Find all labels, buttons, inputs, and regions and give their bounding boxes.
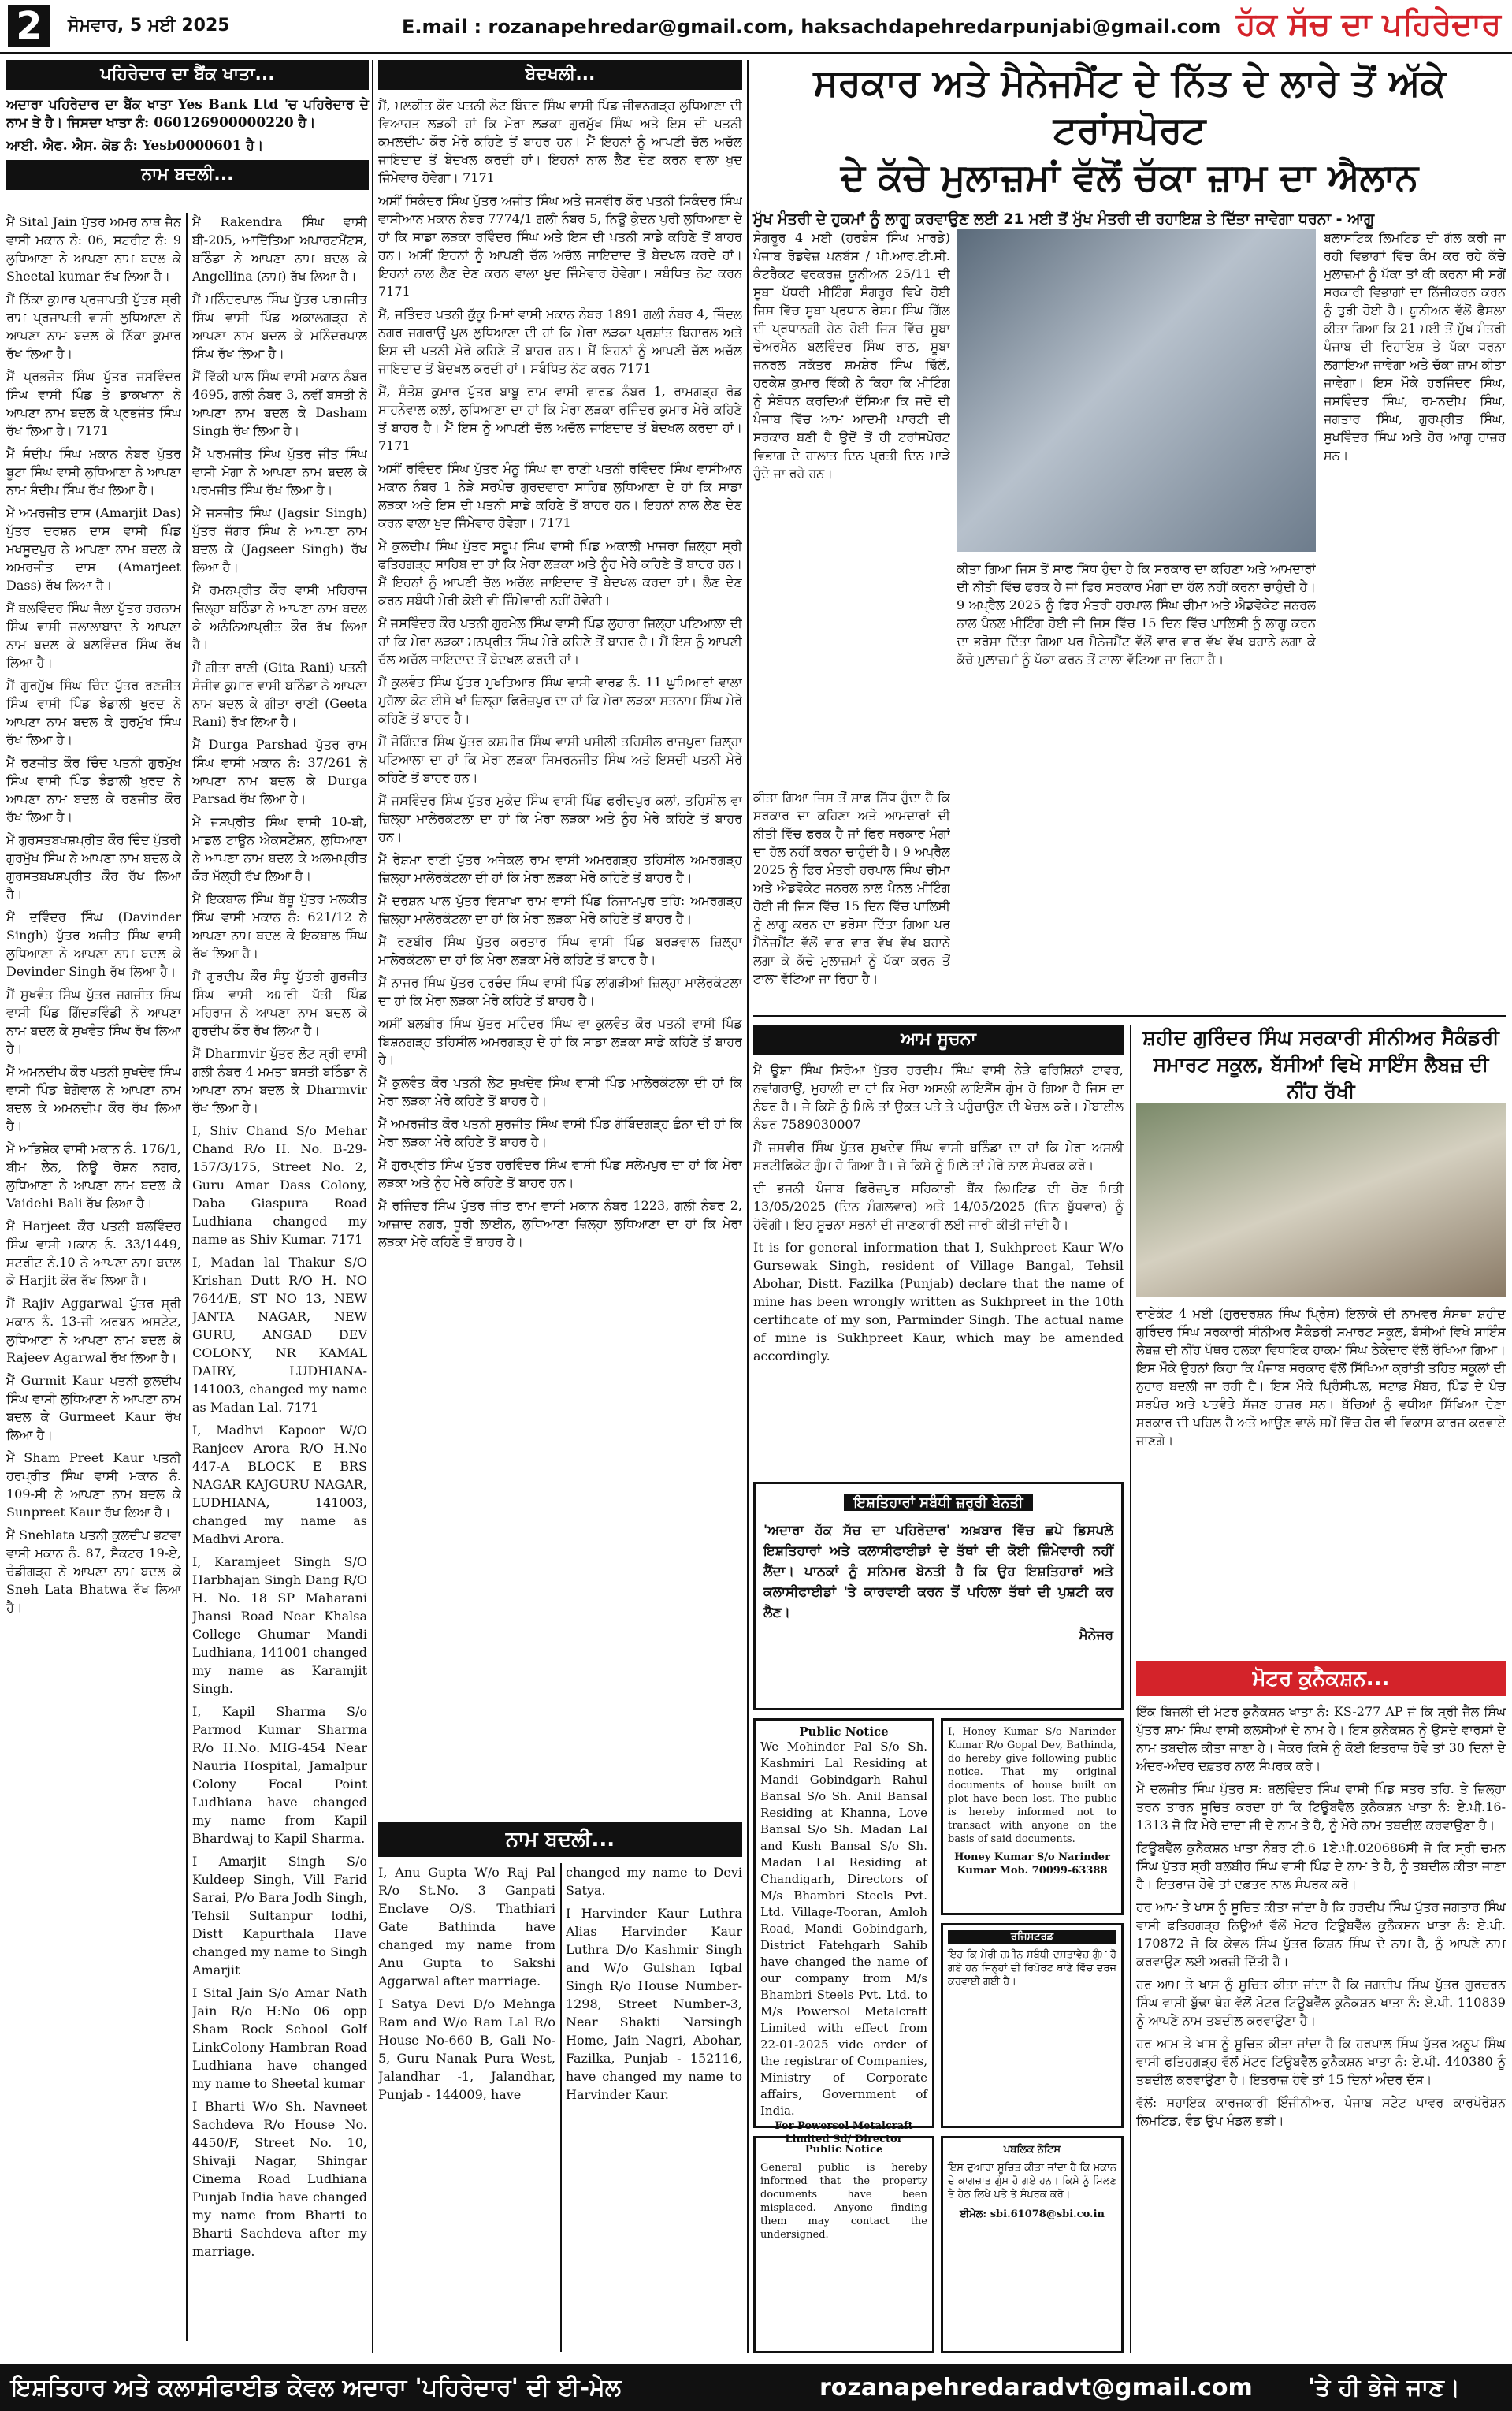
eviction-entry: ਮੈਂ ਕੁਲਵੰਤ ਸਿੰਘ ਪੁੱਤਰ ਮੁਖਤਿਆਰ ਸਿੰਘ ਵਾਸੀ ਵਾਰਡ ਨੰ. 11 ਘੁਮਿਆਰਾਂ ਵਾਲਾ ਮੁਹੱਲਾ ਕੋਟ ਈਸੇ ਖਾਂ ਜ਼ਿਲ੍ਹਾ ਫਿਰੋਜ਼ਪੁਰ ਦਾ ਹਾਂ ਕਿ ਮੇਰਾ ਲੜਕਾ ਸਤਨਾਮ ਸਿੰਘ ਮੇਰੇ ਕਹਿਣੇ ਤੋਂ ਬਾਹਰ ਹੈ। (378, 675, 742, 726)
lost-documents-signoff: Honey Kumar S/o Narinder Kumar Mob. 70099-63388 (954, 1851, 1110, 1877)
eviction-entry: ਮੈਂ ਅਮਰਜੀਤ ਕੌਰ ਪਤਨੀ ਸੁਰਜੀਤ ਸਿੰਘ ਵਾਸੀ ਪਿੰਡ ਗੋਬਿੰਦਗੜ੍ਹ ਛੰਨਾ ਦੀ ਹਾਂ ਕਿ ਮੇਰਾ ਲੜਕਾ ਮੇਰੇ ਕਹਿਣੇ ਤੋਂ ਬਾਹਰ ਹੈ। (378, 1116, 742, 1149)
meeting-photo (957, 229, 1316, 552)
name-change-bottom-entry: I Satya Devi D/o Mehnga Ram and W/o Ram Lal R/o House No-660 B, Gali No-5, Guru Nanak Pura West, Jalandhar -1, Jalandhar, Punjab - 144009, have (378, 1996, 555, 2102)
page-number: 2 (8, 5, 50, 47)
name-change-bottom-entry: I Harvinder Kaur Luthra Alias Harvinder Kaur Luthra D/o Kashmir Singh and W/o Gulshan Iqbal Singh R/o House Number-1298, Street Number-3, Near Shakti Narsingh Home, Jain Nagri, Abohar, Fazilka, Punjab - 152116, have changed my name to Harvinder Kaur. (566, 1906, 742, 2102)
public-notice-section (753, 1025, 1124, 1055)
eviction-entry: ਮੈਂ ਜਸਵਿੰਦਰ ਸਿੰਘ ਪੁੱਤਰ ਮੁਕੰਦ ਸਿੰਘ ਵਾਸੀ ਪਿੰਡ ਫਰੀਦਪੁਰ ਕਲਾਂ, ਤਹਿਸੀਲ ਵਾ ਜ਼ਿਲ੍ਹਾ ਮਾਲੇਰਕੋਟਲਾ ਦਾ ਹਾਂ ਕਿ ਮੇਰਾ ਲੜਕਾ ਅਤੇ ਨੂੰਹ ਮੇਰੇ ਕਹਿਣੇ ਤੋਂ ਬਾਹਰ ਹਨ। (378, 793, 742, 844)
name-change-entry: ਮੈਂ ਗੁਰਮੁੱਖ ਸਿੰਘ ਚਿੰਦ ਪੁੱਤਰ ਰਣਜੀਤ ਸਿੰਘ ਵਾਸੀ ਪਿੰਡ ਝੰਡਾਲੀ ਖੁਰਦ ਨੇ ਆਪਣਾ ਨਾਮ ਬਦਲ ਕੇ ਗੁਰਮੁੱਖ ਸਿੰਘ ਰੱਖ ਲਿਆ ਹੈ। (6, 678, 181, 747)
eviction-entry: ਅਸੀਂ ਸਿਕੰਦਰ ਸਿੰਘ ਪੁੱਤਰ ਅਜੀਤ ਸਿੰਘ ਅਤੇ ਜਸਵੀਰ ਕੌਰ ਪਤਨੀ ਸਿਕੰਦਰ ਸਿੰਘ ਵਾਸੀਆਨ ਮਕਾਨ ਨੰਬਰ 7774/1 ਗਲੀ ਨੰਬਰ 5, ਨਿਊ ਕੁੰਦਨ ਪੁਰੀ ਲੁਧਿਆਣਾ ਦੇ ਹਾਂ ਕਿ ਸਾਡਾ ਲੜਕਾ ਰਵਿੰਦਰ ਸਿੰਘ ਅਤੇ ਇਸ ਦੀ ਪਤਨੀ ਸਾਡੇ ਕਹਿਣੇ ਤੋਂ ਬਾਹਰ ਹਨ। ਅਸੀਂ ਇਹਨਾਂ ਨੂੰ ਆਪਣੀ ਚੱਲ ਅਚੱਲ ਜਾਇਦਾਦ ਤੋਂ ਬੇਦਖਲ ਕਰਦੇ ਹਾਂ। ਇਹਨਾਂ ਨਾਲ ਲੈਣ ਦੇਣ ਕਰਨ ਵਾਲਾ ਖੁਦ ਜਿੰਮੇਵਾਰ ਹੋਵੇਗਾ। ਸਬੰਧਿਤ ਨੋਟ ਕਰਨ 7171 (378, 193, 742, 299)
name-change-bottom-entry: I, Anu Gupta W/o Raj Pal R/o St.No. 3 Ganpati Enclave O/S. Thathiari Gate Bathinda have changed my name from Anu Gupta to Sakshi Aggarwal after marriage. (378, 1865, 555, 1989)
bank-notice-title: ਪਬਲਿਕ ਨੋਟਿਸ (1003, 2144, 1061, 2156)
main-body-2: ਕੀਤਾ ਗਿਆ ਜਿਸ ਤੋਂ ਸਾਫ ਸਿੱਧ ਹੁੰਦਾ ਹੈ ਕਿ ਸਰਕਾਰ ਦਾ ਕਹਿਣਾ ਅਤੇ ਆਮਦਾਰਾਂ ਦੀ ਨੀਤੀ ਵਿੱਚ ਫਰਕ ਹੈ ਜਾਂ ਫਿਰ ਸਰਕਾਰ ਮੰਗਾਂ ਦਾ ਹੱਲ ਨਹੀਂ ਕਰਨਾ ਚਾਹੁੰਦੀ ਹੈ। 9 ਅਪ੍ਰੈਲ 2025 ਨੂੰ ਫਿਰ ਮੰਤਰੀ ਹਰਪਾਲ ਸਿੰਘ ਚੀਮਾ ਅਤੇ ਐਡਵੋਕੇਟ ਜਨਰਲ ਨਾਲ ਪੈਨਲ ਮੀਟਿੰਗ ਹੋਈ ਜੀ ਜਿਸ ਵਿੱਚ 15 ਦਿਨ ਵਿੱਚ ਪਾਲਿਸੀ ਨੂੰ ਲਾਗੂ ਕਰਨ ਦਾ ਭਰੋਸਾ ਦਿੱਤਾ ਗਿਆ ਪਰ ਮੈਨੇਜਮੈਂਟ ਵੱਲੋਂ ਵਾਰ ਵਾਰ ਵੱਖ ਵੱਖ ਬਹਾਨੇ ਲਗਾ ਕੇ ਕੱਚੇ ਮੁਲਾਜ਼ਮਾਂ ਨੂੰ ਪੱਕਾ ਕਰਨ ਤੋਂ ਟਾਲਾ ਵੱਟਿਆ ਜਾ ਰਿਹਾ ਹੈ। (957, 561, 1316, 667)
contact-email[interactable]: E.mail : rozanapehredar@gmail.com, haksachdapehredarpunjabi@gmail.com (402, 16, 1221, 38)
registered-notice (941, 1923, 1124, 2128)
name-change-entry: ਮੈਂ ਰਮਨਪ੍ਰੀਤ ਕੌਰ ਵਾਸੀ ਮਹਿਰਾਜ ਜ਼ਿਲ੍ਹਾ ਬਠਿੰਡਾ ਨੇ ਆਪਣਾ ਨਾਮ ਬਦਲ ਕੇ ਅਨੰਨਿਆਪ੍ਰੀਤ ਕੌਰ ਰੱਖ ਲਿਆ ਹੈ। (192, 582, 367, 652)
motor-connection-entry: ਹਰ ਆਮ ਤੇ ਖਾਸ ਨੂੰ ਸੂਚਿਤ ਕੀਤਾ ਜਾਂਦਾ ਹੈ ਕਿ ਹਰਦੀਪ ਸਿੰਘ ਪੁੱਤਰ ਜਗਤਾਰ ਸਿੰਘ ਵਾਸੀ ਫਤਿਹਗੜ੍ਹ ਨਿਊਆਂ ਵੱਲੋਂ ਮੋਟਰ ਟਿਊਬਵੈੱਲ ਕੁਨੈਕਸ਼ਨ ਖਾਤਾ ਨੰ: ਏ.ਪੀ. 170872 ਜੋ ਕਿ ਕੇਵਲ ਸਿੰਘ ਪੁੱਤਰ ਕਿਸ਼ਨ ਸਿੰਘ ਦੇ ਨਾਮ ਹੈ, ਨੂੰ ਆਪਣੇ ਨਾਮ ਕਰਵਾਉਣ ਲਈ ਅਰਜ਼ੀ ਦਿੱਤੀ ਹੈ। (1136, 1899, 1506, 1969)
name-change-entry: ਮੈਂ ਪਰਮਜੀਤ ਸਿੰਘ ਪੁੱਤਰ ਜੀਤ ਸਿੰਘ ਵਾਸੀ ਮੋਗਾ ਨੇ ਆਪਣਾ ਨਾਮ ਬਦਲ ਕੇ ਪਰਮਜੀਤ ਸਿੰਘ ਰੱਖ ਲਿਆ ਹੈ। (192, 446, 367, 497)
masthead (0, 0, 1512, 54)
company-notice-title: Public Notice (799, 1725, 889, 1739)
name-change-entry: ਮੈਂ ਨਿੱਕਾ ਕੁਮਾਰ ਪ੍ਰਜਾਪਤੀ ਪੁੱਤਰ ਸ੍ਰੀ ਰਾਮ ਪ੍ਰਜਾਪਤੀ ਵਾਸੀ ਲੁਧਿਆਣਾ ਨੇ ਆਪਣਾ ਨਾਮ ਬਦਲ ਕੇ ਨਿੱਕਾ ਕੁਮਾਰ ਰੱਖ ਲਿਆ ਹੈ। (6, 292, 181, 361)
main-headline-line1: ਸਰਕਾਰ ਅਤੇ ਮੈਨੇਜਮੈਂਟ ਦੇ ਨਿੱਤ ਦੇ ਲਾਰੇ ਤੋਂ ਅੱਕੇ ਟਰਾਂਸਪੋਰਟ (813, 61, 1446, 152)
school-story (1136, 1025, 1506, 1105)
eviction-entry: ਮੈਂ ਰੇਸ਼ਮਾ ਰਾਣੀ ਪੁੱਤਰ ਅਜੇਕਲ ਰਾਮ ਵਾਸੀ ਅਮਰਗੜ੍ਹ ਤਹਿਸੀਲ ਅਮਰਗੜ੍ਹ ਜ਼ਿਲ੍ਹਾ ਮਾਲੇਰਕੋਟਲਾ ਦੀ ਹਾਂ ਕਿ ਮੇਰਾ ਲੜਕਾ ਮੇਰੇ ਕਹਿਣੇ ਤੋਂ ਬਾਹਰ ਹੈ। (378, 852, 742, 885)
name-change-entry: I, Shiv Chand S/o Mehar Chand R/o H. No. B-29-157/3/175, Street No. 2, Guru Amar Dass Colony, Daba Giaspura Road Ludhiana changed my name as Shiv Kumar. 7171 (192, 1123, 367, 1247)
column-divider (372, 60, 373, 2353)
main-body-1b: ਕੀਤਾ ਗਿਆ ਜਿਸ ਤੋਂ ਸਾਫ ਸਿੱਧ ਹੁੰਦਾ ਹੈ ਕਿ ਸਰਕਾਰ ਦਾ ਕਹਿਣਾ ਅਤੇ ਆਮਦਾਰਾਂ ਦੀ ਨੀਤੀ ਵਿੱਚ ਫਰਕ ਹੈ ਜਾਂ ਫਿਰ ਸਰਕਾਰ ਮੰਗਾਂ ਦਾ ਹੱਲ ਨਹੀਂ ਕਰਨਾ ਚਾਹੁੰਦੀ ਹੈ। 9 ਅਪ੍ਰੈਲ 2025 ਨੂੰ ਫਿਰ ਮੰਤਰੀ ਹਰਪਾਲ ਸਿੰਘ ਚੀਮਾ ਅਤੇ ਐਡਵੋਕੇਟ ਜਨਰਲ ਨਾਲ ਪੈਨਲ ਮੀਟਿੰਗ ਹੋਈ ਜੀ ਜਿਸ ਵਿੱਚ 15 ਦਿਨ ਵਿੱਚ ਪਾਲਿਸੀ ਨੂੰ ਲਾਗੂ ਕਰਨ ਦਾ ਭਰੋਸਾ ਦਿੱਤਾ ਗਿਆ ਪਰ ਮੈਨੇਜਮੈਂਟ ਵੱਲੋਂ ਵਾਰ ਵਾਰ ਵੱਖ ਵੱਖ ਬਹਾਨੇ ਲਗਾ ਕੇ ਕੱਚੇ ਮੁਲਾਜ਼ਮਾਂ ਨੂੰ ਪੱਕਾ ਕਰਨ ਤੋਂ ਟਾਲਾ ਵੱਟਿਆ ਜਾ ਰਿਹਾ ਹੈ। (753, 790, 950, 986)
motor-connection-list (1136, 1702, 1506, 2353)
name-change-entry: ਮੈਂ ਮਨਿੰਦਰਪਾਲ ਸਿੰਘ ਪੁੱਤਰ ਪਰਮਜੀਤ ਸਿੰਘ ਵਾਸੀ ਪਿੰਡ ਅਕਾਲਗੜ੍ਹ ਨੇ ਆਪਣਾ ਨਾਮ ਬਦਲ ਕੇ ਮਨਿੰਦਰਪਾਲ ਸਿੰਘ ਰੱਖ ਲਿਆ ਹੈ। (192, 292, 367, 361)
bank-public-notice (941, 2136, 1124, 2353)
name-change-bottom-col1 (378, 1863, 555, 2352)
name-change-bottom-col2 (566, 1863, 742, 2352)
name-change-entry: ਮੈਂ ਗੀਤਾ ਰਾਣੀ (Gita Rani) ਪਤਨੀ ਸੰਜੀਵ ਕੁਮਾਰ ਵਾਸੀ ਬਠਿੰਡਾ ਨੇ ਆਪਣਾ ਨਾਮ ਬਦਲ ਕੇ ਗੀਤਾ ਰਾਣੀ (Geeta Rani) ਰੱਖ ਲਿਆ ਹੈ। (192, 660, 367, 729)
section-divider (753, 1015, 1506, 1017)
eviction-entry: ਮੈਂ, ਮਲਕੀਤ ਕੌਰ ਪਤਨੀ ਲੇਟ ਬਿੰਦਰ ਸਿੰਘ ਵਾਸੀ ਪਿੰਡ ਜੀਵਨਗੜ੍ਹ ਲੁਧਿਆਣਾ ਦੀ ਵਿਆਹਤ ਲੜਕੀ ਹਾਂ ਕਿ ਮੇਰਾ ਲੜਕਾ ਗੁਰਮੁੱਖ ਸਿੰਘ ਅਤੇ ਇਸ ਦੀ ਪਤਨੀ ਕਮਲਦੀਪ ਕੌਰ ਮੇਰੇ ਕਹਿਣੇ ਤੋਂ ਬਾਹਰ ਹਨ। ਮੈਂ ਇਹਨਾਂ ਨੂੰ ਆਪਣੀ ਚੱਲ ਅਚੱਲ ਜਾਇਦਾਦ ਤੋਂ ਬੇਦਖਲ ਕਰਦੀ ਹਾਂ। ਇਹਨਾਂ ਨਾਲ ਲੈਣ ਦੇਣ ਕਰਨ ਵਾਲਾ ਖੁਦ ਜਿੰਮੇਵਾਰ ਹੋਵੇਗਾ। 7171 (378, 98, 742, 185)
advert-disclaimer-signature: ਮੈਨੇਜਰ (1079, 1628, 1113, 1643)
column-divider (747, 60, 749, 2353)
name-change-entry: ਮੈਂ ਬਲਵਿੰਦਰ ਸਿੰਘ ਜੈਲਾ ਪੁੱਤਰ ਹਰਨਾਮ ਸਿੰਘ ਵਾਸੀ ਜਲਾਲਾਬਾਦ ਨੇ ਆਪਣਾ ਨਾਮ ਬਦਲ ਕੇ ਬਲਵਿੰਦਰ ਸਿੰਘ ਰੱਖ ਲਿਆ ਹੈ। (6, 601, 181, 670)
column-divider (1130, 1025, 1131, 2353)
name-change-entry: ਮੈਂ Durga Parshad ਪੁੱਤਰ ਰਾਮ ਸਿੰਘ ਵਾਸੀ ਮਕਾਨ ਨੰ: 37/261 ਨੇ ਆਪਣਾ ਨਾਮ ਬਦਲ ਕੇ Durga Parsad ਰੱਖ ਲਿਆ ਹੈ। (192, 737, 367, 806)
name-change-bottom-title: ਨਾਮ ਬਦਲੀ... (378, 1822, 742, 1857)
eviction-entry: ਮੈਂ, ਸੰਤੋਸ਼ ਕੁਮਾਰ ਪੁੱਤਰ ਬਾਬੂ ਰਾਮ ਵਾਸੀ ਵਾਰਡ ਨੰਬਰ 1, ਰਾਮਗੜ੍ਹ ਰੋਡ ਸਾਹਨੇਵਾਲ ਕਲਾਂ, ਲੁਧਿਆਣਾ ਦਾ ਹਾਂ ਕਿ ਮੇਰਾ ਲੜਕਾ ਰਜਿੰਦਰ ਕੁਮਾਰ ਮੇਰੇ ਕਹਿਣੇ ਤੋਂ ਬਾਹਰ ਹੈ। ਮੈਂ ਇਸ ਨੂੰ ਆਪਣੀ ਚੱਲ ਅਚੱਲ ਜਾਇਦਾਦ ਤੋਂ ਬੇਦਖਲ ਕਰਦਾ ਹਾਂ। 7171 (378, 384, 742, 453)
lost-documents-text: I, Honey Kumar S/o Narinder Kumar R/o Gopal Dev, Bathinda, do hereby give following public notice. That my original documents of house built on plot have been lost. The public is hereby informed not to transact with anyone on the basis of said documents. (948, 1726, 1116, 1845)
column-divider (186, 213, 188, 2341)
school-photo (1136, 1103, 1506, 1297)
registered-notice-title: ਰਜਿਸਟਰਡ (948, 1930, 1116, 1944)
name-change-bottom (378, 1822, 742, 1857)
name-change-entry: ਮੈਂ Sham Preet Kaur ਪਤਨੀ ਹਰਪ੍ਰੀਤ ਸਿੰਘ ਵਾਸੀ ਮਕਾਨ ਨੰ. 109-ਸੀ ਨੇ ਆਪਣਾ ਨਾਮ ਬਦਲ ਕੇ Sunpreet Kaur ਰੱਖ ਲਿਆ ਹੈ। (6, 1450, 181, 1520)
small-public-notice (753, 2136, 934, 2353)
main-body-1: ਸੰਗਰੂਰ 4 ਮਈ (ਹਰਬੰਸ ਸਿੰਘ ਮਾਰਡੇ) ਪੰਜਾਬ ਰੋਡਵੇਜ਼ ਪਨਬੱਸ / ਪੀ.ਆਰ.ਟੀ.ਸੀ. ਕੰਟਰੈਕਟ ਵਰਕਰਜ਼ ਯੂਨੀਅਨ 25/11 ਦੀ ਸੂਬਾ ਪੱਧਰੀ ਮੀਟਿੰਗ ਸੰਗਰੂਰ ਵਿਖੇ ਹੋਈ ਜਿਸ ਵਿੱਚ ਸੂਬਾ ਪ੍ਰਧਾਨ ਰੇਸ਼ਮ ਸਿੰਘ ਗਿੱਲ ਦੀ ਪ੍ਰਧਾਨਗੀ ਹੇਠ ਹੋਈ ਜਿਸ ਵਿੱਚ ਸੂਬਾ ਚੇਅਰਮੈਨ ਬਲਵਿੰਦਰ ਸਿੰਘ ਰਾਠ, ਸੂਬਾ ਜਨਰਲ ਸਕੱਤਰ ਸ਼ਮਸ਼ੇਰ ਸਿੰਘ ਢਿੱਲੋਂ, ਹਰਕੇਸ਼ ਕੁਮਾਰ ਵਿੱਕੀ ਨੇ ਕਿਹਾ ਕਿ ਮੀਟਿੰਗ ਨੂੰ ਸੰਬੋਧਨ ਕਰਦਿਆਂ ਦੱਸਿਆ ਕਿ ਜਦੋਂ ਦੀ ਪੰਜਾਬ ਵਿੱਚ ਆਮ ਆਦਮੀ ਪਾਰਟੀ ਦੀ ਸਰਕਾਰ ਬਣੀ ਹੈ ਉਦੋਂ ਤੋਂ ਹੀ ਟਰਾਂਸਪੋਰਟ ਵਿਭਾਗ ਦੇ ਹਾਲਾਤ ਦਿਨ ਪ੍ਰਤੀ ਦਿਨ ਮਾੜੇ ਹੁੰਦੇ ਜਾ ਰਹੇ ਹਨ। (753, 230, 950, 481)
motor-connection-entry: ਟਿਊਬਵੈੱਲ ਕੁਨੈਕਸ਼ਨ ਖਾਤਾ ਨੰਬਰ ਟੀ.6 1ਏ.ਪੀ.020686ਸੀ ਜੋ ਕਿ ਸ੍ਰੀ ਚਮਨ ਸਿੰਘ ਪੁੱਤਰ ਸ਼੍ਰੀ ਬਲਬੀਰ ਸਿੰਘ ਵਾਸੀ ਪਿੰਡ ਦੇ ਨਾਮ ਤੇ ਹੈ, ਨੂੰ ਤਬਦੀਲ ਕੀਤਾ ਜਾਣਾ ਹੈ। ਇਤਰਾਜ਼ ਹੋਵੇ ਤਾਂ ਦਫ਼ਤਰ ਨਾਲ ਸੰਪਰਕ ਕਰੋ। (1136, 1840, 1506, 1892)
name-change-entry: ਮੈਂ ਅਮਰਜੀਤ ਦਾਸ (Amarjit Das) ਪੁੱਤਰ ਦਰਸ਼ਨ ਦਾਸ ਵਾਸੀ ਪਿੰਡ ਮਖਸੂਦਪੁਰ ਨੇ ਆਪਣਾ ਨਾਮ ਬਦਲ ਕੇ ਅਮਰਜੀਤ ਦਾਸ (Amarjeet Dass) ਰੱਖ ਲਿਆ ਹੈ। (6, 505, 181, 593)
name-change-entry: ਮੈਂ Harjeet ਕੌਰ ਪਤਨੀ ਬਲਵਿੰਦਰ ਸਿੰਘ ਵਾਸੀ ਮਕਾਨ ਨੰ. 33/1449, ਸਟਰੀਟ ਨੰ.10 ਨੇ ਆਪਣਾ ਨਾਮ ਬਦਲ ਕੇ Harjit ਕੌਰ ਰੱਖ ਲਿਆ ਹੈ। (6, 1219, 181, 1288)
eviction-list (378, 96, 742, 1814)
name-change-entry: I Sital Jain S/o Amar Nath Jain R/o H:No 06 opp Sham Rock School Golf LinkColony Hambran Road Ludhiana have changed my name to Sheetal kumar (192, 1985, 367, 2091)
motor-connection-title: ਮੋਟਰ ਕੁਨੈਕਸ਼ਨ... (1136, 1661, 1506, 1696)
footer-email[interactable]: rozanapehredaradvt@gmail.com (819, 2374, 1253, 2402)
eviction-entry: ਮੈਂ, ਜਤਿੰਦਰ ਪਤਨੀ ਕੁੱਕੂ ਮਿਸਾਂ ਵਾਸੀ ਮਕਾਨ ਨੰਬਰ 1891 ਗਲੀ ਨੰਬਰ 4, ਜਿੰਦਲ ਨਗਰ ਜਗਰਾਉਂ ਪੁਲ ਲੁਧਿਆਣਾ ਦੀ ਹਾਂ ਕਿ ਮੇਰਾ ਲੜਕਾ ਪ੍ਰਸ਼ਾਂਤ ਬਿਹਾਰਲ ਅਤੇ ਇਸ ਦੀ ਪਤਨੀ ਮੇਰੇ ਕਹਿਣੇ ਤੋਂ ਬਾਹਰ ਹਨ। ਮੈਂ ਇਹਨਾਂ ਨੂੰ ਆਪਣੀ ਚੱਲ ਅਚੱਲ ਜਾਇਦਾਦ ਤੋਂ ਬੇਦਖਲ ਕਰਦੀ ਹਾਂ। ਸਬੰਧਿਤ ਨੋਟ ਕਰਨ 7171 (378, 307, 742, 376)
name-change-entry: ਮੈਂ ਵਿੱਕੀ ਪਾਲ ਸਿੰਘ ਵਾਸੀ ਮਕਾਨ ਨੰਬਰ 4695, ਗਲੀ ਨੰਬਰ 3, ਨਵੀਂ ਬਸਤੀ ਨੇ ਆਪਣਾ ਨਾਮ ਬਦਲ ਕੇ Dasham Singh ਰੱਖ ਲਿਆ ਹੈ। (192, 369, 367, 438)
left-section (6, 60, 369, 190)
name-change-entry: I Amarjit Singh S/o Kuldeep Singh, Vill Farid Sarai, P/o Bara Jodh Singh, Tehsil Sultanpur lodhi, Distt Kapurthala Have changed my name to Singh Amarjit (192, 1854, 367, 1978)
name-change-entry: I, Kapil Sharma S/o Parmod Kumar Sharma R/o H.No. MIG-454 Near Nauria Hospital, Jamalpur Colony Focal Point Ludhiana have changed my name from Kapil Bhardwaj to Kapil Sharma. (192, 1704, 367, 1846)
footer-banner (0, 2364, 1512, 2411)
main-story-col1 (753, 229, 950, 780)
motor-connection-section (1136, 1661, 1506, 1696)
main-story-col3 (1324, 229, 1506, 1009)
public-notice-entry: It is for general information that I, Sukhpreet Kaur W/o Gursewak Singh, resident of Village Bangal, Tehsil Abohar, Distt. Fazilka (Punjab) declare that the name of mine has been wrongly written as Sukhpreet in the 10th certificate of my son, Parminder Singh. The actual name of mine is Sukhpreet Kaur, which may be amended accordingly. (753, 1240, 1124, 1364)
public-notice-entry: ਦੀ ਭਜਨੀ ਪੰਜਾਬ ਫਿਰੋਜ਼ਪੁਰ ਸਹਿਕਾਰੀ ਬੈਂਕ ਲਿਮਟਿਡ ਦੀ ਚੋਣ ਮਿਤੀ 13/05/2025 (ਦਿਨ ਮੰਗਲਵਾਰ) ਅਤੇ 14/05/2025 (ਦਿਨ ਬੁੱਧਵਾਰ) ਨੂੰ ਹੋਵੇਗੀ। ਇਹ ਸੂਚਨਾ ਸਭਨਾਂ ਦੀ ਜਾਣਕਾਰੀ ਲਈ ਜਾਰੀ ਕੀਤੀ ਜਾਂਦੀ ਹੈ। (753, 1181, 1124, 1232)
name-change-entry: I, Madan lal Thakur S/O Krishan Dutt R/O H. NO 7644/E, ST NO 13, NEW JANTA NAGAR, NEW GURU, ANGAD DEV COLONY, NR KAMAL DAIRY, LUDHIANA-141003, changed my name as Madan Lal. 7171 (192, 1255, 367, 1415)
name-change-entry: ਮੈਂ ਇਕਬਾਲ ਸਿੰਘ ਬੱਬੂ ਪੁੱਤਰ ਮਲਕੀਤ ਸਿੰਘ ਵਾਸੀ ਮਕਾਨ ਨੰ: 621/12 ਨੇ ਆਪਣਾ ਨਾਮ ਬਦਲ ਕੇ ਇਕਬਾਲ ਸਿੰਘ ਰੱਖ ਲਿਆ ਹੈ। (192, 891, 367, 961)
name-change-entry: I, Karamjeet Singh S/O Harbhajan Singh Dang R/O H. No. 18 SP Maharani Jhansi Road Near Khalsa College Ghumar Mandi Ludhiana, 141001 changed my name as Karamjit Singh. (192, 1554, 367, 1696)
public-notice-entry: ਮੈਂ ਊਸ਼ਾ ਸਿੰਘ ਸਿਰੋਆ ਪੁੱਤਰ ਹਰਦੀਪ ਸਿੰਘ ਵਾਸੀ ਨੇੜੇ ਫਰਿਸ਼ਿਨਾਂ ਟਾਵਰ, ਨਵਾਂਗਰਾਉਂ, ਮੁਹਾਲੀ ਦਾ ਹਾਂ ਕਿ ਮੇਰਾ ਅਸਲੀ ਲਾਇਸੈਂਸ ਗੁੰਮ ਹੋ ਗਿਆ ਹੈ ਜਿਸ ਦਾ ਨੰਬਰ ਹੈ। ਜੇ ਕਿਸੇ ਨੂੰ ਮਿਲੇ ਤਾਂ ਉਕਤ ਪਤੇ ਤੇ ਪਹੁੰਚਾਉਣ ਦੀ ਖੇਚਲ ਕਰੇ। ਮੋਬਾਈਲ ਨੰਬਰ 7589030007 (753, 1062, 1124, 1132)
footer-text-right: 'ਤੇ ਹੀ ਭੇਜੇ ਜਾਣ। (1308, 2374, 1461, 2402)
eviction-entry: ਅਸੀਂ ਬਲਬੀਰ ਸਿੰਘ ਪੁੱਤਰ ਮਹਿੰਦਰ ਸਿੰਘ ਵਾ ਕੁਲਵੰਤ ਕੌਰ ਪਤਨੀ ਵਾਸੀ ਪਿੰਡ ਬਿਸ਼ਨਗੜ੍ਹ ਤਹਿਸੀਲ ਅਮਰਗੜ੍ਹ ਦੇ ਹਾਂ ਕਿ ਸਾਡਾ ਲੜਕਾ ਸਾਡੇ ਕਹਿਣੇ ਤੋਂ ਬਾਹਰ ਹੈ। (378, 1016, 742, 1067)
bank-notice-email[interactable]: ਈਮੇਲ: sbi.61078@sbi.co.in (960, 2208, 1105, 2220)
name-change-entry: ਮੈਂ ਅਭਿਸ਼ੇਕ ਵਾਸੀ ਮਕਾਨ ਨੰ. 176/1, ਬੀਮ ਲੇਨ, ਨਿਊ ਰੋਸ਼ਨ ਨਗਰ, ਲੁਧਿਆਣਾ ਨੇ ਆਪਣਾ ਨਾਮ ਬਦਲ ਕੇ Vaidehi Bali ਰੱਖ ਲਿਆ ਹੈ। (6, 1141, 181, 1211)
lost-documents-notice (941, 1718, 1124, 1915)
advert-disclaimer-text: 'ਅਦਾਰਾ ਹੱਕ ਸੱਚ ਦਾ ਪਹਿਰੇਦਾਰ' ਅਖ਼ਬਾਰ ਵਿੱਚ ਛਪੇ ਡਿਸਪਲੇ ਇਸ਼ਤਿਹਾਰਾਂ ਅਤੇ ਕਲਾਸੀਫਾਈਡਾਂ ਦੇ ਤੱਥਾਂ ਦੀ ਕੋਈ ਜ਼ਿੰਮੇਵਾਰੀ ਨਹੀਂ ਲੈਂਦਾ। ਪਾਠਕਾਂ ਨੂੰ ਸਨਿਮਰ ਬੇਨਤੀ ਹੈ ਕਿ ਉਹ ਇਸ਼ਤਿਹਾਰਾਂ ਅਤੇ ਕਲਾਸੀਫਾਈਡਾਂ 'ਤੇ ਕਾਰਵਾਈ ਕਰਨ ਤੋਂ ਪਹਿਲਾ ਤੱਥਾਂ ਦੀ ਪੁਸ਼ਟੀ ਕਰ ਲੈਣ। (763, 1523, 1113, 1620)
name-change-entry: ਮੈਂ ਗੁਰਸਤਬਖਸ਼ਪ੍ਰੀਤ ਕੌਰ ਚਿੰਦ ਪੁੱਤਰੀ ਗੁਰਮੁੱਖ ਸਿੰਘ ਨੇ ਆਪਣਾ ਨਾਮ ਬਦਲ ਕੇ ਗੁਰਸਤਬਖਸ਼ਪ੍ਰੀਤ ਕੌਰ ਰੱਖ ਲਿਆ ਹੈ। (6, 832, 181, 902)
small-public-notice-title: Public Notice (804, 2144, 883, 2156)
eviction-entry: ਮੈਂ ਰਣਬੀਰ ਸਿੰਘ ਪੁੱਤਰ ਕਰਤਾਰ ਸਿੰਘ ਵਾਸੀ ਪਿੰਡ ਬਰੜਵਾਲ ਜ਼ਿਲ੍ਹਾ ਮਾਲੇਰਕੋਟਲਾ ਦਾ ਹਾਂ ਕਿ ਮੇਰਾ ਲੜਕਾ ਮੇਰੇ ਕਹਿਣੇ ਤੋਂ ਬਾਹਰ ਹੈ। (378, 934, 742, 967)
name-change-entry: ਮੈਂ ਗੁਰਦੀਪ ਕੌਰ ਸੰਧੂ ਪੁੱਤਰੀ ਗੁਰਜੀਤ ਸਿੰਘ ਵਾਸੀ ਅਮਰੀ ਪੱਤੀ ਪਿੰਡ ਮਹਿਰਾਜ ਨੇ ਆਪਣਾ ਨਾਮ ਬਦਲ ਕੇ ਗੁਰਦੀਪ ਕੌਰ ਰੱਖ ਲਿਆ ਹੈ। (192, 969, 367, 1038)
school-story-body (1136, 1304, 1506, 1655)
name-change-entry: ਮੈਂ ਦਵਿੰਦਰ ਸਿੰਘ (Davinder Singh) ਪੁੱਤਰ ਅਜੀਤ ਸਿੰਘ ਵਾਸੀ ਲੁਧਿਆਣਾ ਨੇ ਆਪਣਾ ਨਾਮ ਬਦਲ ਕੇ Devinder Singh ਰੱਖ ਲਿਆ ਹੈ। (6, 910, 181, 979)
bank-title: ਪਹਿਰੇਦਾਰ ਦਾ ਬੈਂਕ ਖਾਤਾ... (6, 60, 369, 90)
name-change-entry: ਮੈਂ ਅਮਨਦੀਪ ਕੌਰ ਪਤਨੀ ਸੁਖਦੇਵ ਸਿੰਘ ਵਾਸੀ ਪਿੰਡ ਬੇਗੋਵਾਲ ਨੇ ਆਪਣਾ ਨਾਮ ਬਦਲ ਕੇ ਅਮਨਦੀਪ ਕੌਰ ਰੱਖ ਲਿਆ ਹੈ। (6, 1064, 181, 1133)
eviction-entry: ਮੈਂ ਗੁਰਪ੍ਰੀਤ ਸਿੰਘ ਪੁੱਤਰ ਹਰਵਿੰਦਰ ਸਿੰਘ ਵਾਸੀ ਪਿੰਡ ਸਲੇਮਪੁਰ ਦਾ ਹਾਂ ਕਿ ਮੇਰਾ ਲੜਕਾ ਅਤੇ ਨੂੰਹ ਮੇਰੇ ਕਹਿਣੇ ਤੋਂ ਬਾਹਰ ਹਨ। (378, 1157, 742, 1190)
name-change-entry: I Bharti W/o Sh. Navneet Sachdeva R/o House No. 4450/F, Street No. 10, Shivaji Nagar, Shingar Cinema Road Ludhiana Punjab India have changed my name from Bharti to Bharti Sachdeva after my marriage. (192, 2099, 367, 2259)
name-change-entry: ਮੈਂ ਰਣਜੀਤ ਕੌਰ ਚਿੰਦ ਪਤਨੀ ਗੁਰਮੁੱਖ ਸਿੰਘ ਵਾਸੀ ਪਿੰਡ ਝੰਡਾਲੀ ਖੁਰਦ ਨੇ ਆਪਣਾ ਨਾਮ ਬਦਲ ਕੇ ਰਣਜੀਤ ਕੌਰ ਰੱਖ ਲਿਆ ਹੈ। (6, 755, 181, 824)
motor-connection-entry: ਇੱਕ ਬਿਜਲੀ ਦੀ ਮੋਟਰ ਕੁਨੈਕਸ਼ਨ ਖਾਤਾ ਨੰ: KS-277 AP ਜੋ ਕਿ ਸ੍ਰੀ ਜੈਲ ਸਿੰਘ ਪੁੱਤਰ ਸ਼ਾਮ ਸਿੰਘ ਵਾਸੀ ਕਲਸੀਆਂ ਦੇ ਨਾਮ ਹੈ। ਇਸ ਕੁਨੈਕਸ਼ਨ ਨੂੰ ਉਸਦੇ ਵਾਰਸਾਂ ਦੇ ਨਾਮ ਤਬਦੀਲ ਕੀਤਾ ਜਾਣਾ ਹੈ। ਜੇਕਰ ਕਿਸੇ ਨੂੰ ਕੋਈ ਇਤਰਾਜ਼ ਹੋਵੇ ਤਾਂ 30 ਦਿਨਾਂ ਦੇ ਅੰਦਰ-ਅੰਦਰ ਦਫ਼ਤਰ ਨਾਲ ਸੰਪਰਕ ਕਰੇ। (1136, 1704, 1506, 1773)
eviction-entry: ਮੈਂ ਜਸਵਿੰਦਰ ਕੌਰ ਪਤਨੀ ਗੁਰਮੇਲ ਸਿੰਘ ਵਾਸੀ ਪਿੰਡ ਲੁਹਾਰਾ ਜ਼ਿਲ੍ਹਾ ਪਟਿਆਲਾ ਦੀ ਹਾਂ ਕਿ ਮੇਰਾ ਲੜਕਾ ਮਨਪ੍ਰੀਤ ਸਿੰਘ ਮੇਰੇ ਕਹਿਣੇ ਤੋਂ ਬਾਹਰ ਹੈ। ਮੈਂ ਇਸ ਨੂੰ ਆਪਣੀ ਚੱਲ ਅਚੱਲ ਜਾਇਦਾਦ ਤੋਂ ਬੇਦਖਲ ਕਰਦੀ ਹਾਂ। (378, 616, 742, 667)
name-change-entry: ਮੈਂ Rakendra ਸਿੰਘ ਵਾਸੀ ਬੀ-205, ਆਦਿੱਤਿਆ ਅਪਾਰਟਮੈਂਟਸ, ਬਠਿੰਡਾ ਨੇ ਆਪਣਾ ਨਾਮ ਬਦਲ ਕੇ Angellina (ਨਾਮ) ਰੱਖ ਲਿਆ ਹੈ। (192, 214, 367, 284)
motor-connection-entry: ਵੱਲੋਂ: ਸਹਾਇਕ ਕਾਰਜਕਾਰੀ ਇੰਜੀਨੀਅਰ, ਪੰਜਾਬ ਸਟੇਟ ਪਾਵਰ ਕਾਰਪੋਰੇਸ਼ਨ ਲਿਮਟਿਡ, ਵੰਡ ਉਪ ਮੰਡਲ ਭੜੀ। (1136, 2095, 1506, 2128)
bank-notice-text: ਇਸ ਦੁਆਰਾ ਸੂਚਿਤ ਕੀਤਾ ਜਾਂਦਾ ਹੈ ਕਿ ਮਕਾਨ ਦੇ ਕਾਗਜ਼ਾਤ ਗੁੰਮ ਹੋ ਗਏ ਹਨ। ਕਿਸੇ ਨੂੰ ਮਿਲਣ ਤੇ ਹੇਠ ਲਿਖੇ ਪਤੇ ਤੇ ਸੰਪਰਕ ਕਰੋ। (948, 2162, 1116, 2201)
main-story (753, 60, 1506, 232)
column-divider (560, 1863, 562, 2352)
advert-disclaimer-title: ਇਸ਼ਤਿਹਾਰਾਂ ਸਬੰਧੀ ਜ਼ਰੂਰੀ ਬੇਨਤੀ (844, 1494, 1032, 1511)
footer-text-left: ਇਸ਼ਤਿਹਾਰ ਅਤੇ ਕਲਾਸੀਫਾਈਡ ਕੇਵਲ ਅਦਾਰਾ 'ਪਹਿਰੇਦਾਰ' ਦੀ ਈ-ਮੇਲ (11, 2374, 622, 2402)
eviction-entry: ਮੈਂ ਜੋਗਿੰਦਰ ਸਿੰਘ ਪੁੱਤਰ ਕਸ਼ਮੀਰ ਸਿੰਘ ਵਾਸੀ ਪਸੀਲੀ ਤਹਿਸੀਲ ਰਾਜਪੁਰਾ ਜ਼ਿਲ੍ਹਾ ਪਟਿਆਲਾ ਦਾ ਹਾਂ ਕਿ ਮੇਰਾ ਲੜਕਾ ਸਿਮਰਨਜੀਤ ਸਿੰਘ ਅਤੇ ਇਸਦੀ ਪਤਨੀ ਮੇਰੇ ਕਹਿਣੇ ਤੋਂ ਬਾਹਰ ਹਨ। (378, 734, 742, 785)
name-change-entry: ਮੈਂ ਜਸਜੀਤ ਸਿੰਘ (Jagsir Singh) ਪੁੱਤਰ ਜੱਗਰ ਸਿੰਘ ਨੇ ਆਪਣਾ ਨਾਮ ਬਦਲ ਕੇ (Jagseer Singh) ਰੱਖ ਲਿਆ ਹੈ। (192, 505, 367, 575)
registered-notice-text: ਇਹ ਕਿ ਮੇਰੀ ਜ਼ਮੀਨ ਸਬੰਧੀ ਦਸਤਾਵੇਜ਼ ਗੁੰਮ ਹੋ ਗਏ ਹਨ ਜਿਨ੍ਹਾਂ ਦੀ ਰਿਪੋਰਟ ਥਾਣੇ ਵਿੱਚ ਦਰਜ ਕਰਵਾਈ ਗਈ ਹੈ। (948, 1949, 1116, 1988)
motor-connection-entry: ਹਰ ਆਮ ਤੇ ਖਾਸ ਨੂੰ ਸੂਚਿਤ ਕੀਤਾ ਜਾਂਦਾ ਹੈ ਕਿ ਹਰਪਾਲ ਸਿੰਘ ਪੁੱਤਰ ਅਨੂਪ ਸਿੰਘ ਵਾਸੀ ਫਤਿਹਗੜ੍ਹ ਵੱਲੋਂ ਮੋਟਰ ਟਿਊਬਵੈੱਲ ਕੁਨੈਕਸ਼ਨ ਖਾਤਾ ਨੰ: ਏ.ਪੀ. 440380 ਨੂੰ ਤਬਦੀਲ ਕਰਵਾਉਣਾ ਹੈ। ਇਤਰਾਜ਼ ਹੋਵੇ ਤਾਂ 15 ਦਿਨਾਂ ਅੰਦਰ ਦੱਸੋ। (1136, 2036, 1506, 2087)
company-notice-text: We Mohinder Pal S/o Sh. Kashmiri Lal Residing at Mandi Gobindgarh Rahul Bansal S/o Sh. Anil Bansal Residing at Khanna, Love Bansal S/o Sh. Madan Lal and Kush Bansal S/o Sh. Madan Lal Residing at Chandigarh, Directors of M/s Bhambri Steels Pvt. Ltd. Village-Tooran, Amloh Road, Mandi Gobindgarh, District Fatehgarh Sahib have changed the name of our company from M/s Bhambri Steels Pvt. Ltd. to M/s Powersol Metalcraft Limited with effect from 22-01-2025 vide order of the registrar of Companies, Ministry of Corporate affairs, Government of India. (760, 1739, 927, 2118)
main-story-col2 (957, 560, 1316, 1009)
name-change-title: ਨਾਮ ਬਦਲੀ... (6, 160, 369, 190)
main-headline-line2: ਦੇ ਕੱਚੇ ਮੁਲਾਜ਼ਮਾਂ ਵੱਲੋਂ ਚੱਕਾ ਜ਼ਾਮ ਦਾ ਐਲਾਨ (840, 156, 1419, 199)
motor-connection-entry: ਹਰ ਆਮ ਤੇ ਖਾਸ ਨੂੰ ਸੂਚਿਤ ਕੀਤਾ ਜਾਂਦਾ ਹੈ ਕਿ ਜਗਦੀਪ ਸਿੰਘ ਪੁੱਤਰ ਗੁਰਚਰਨ ਸਿੰਘ ਵਾਸੀ ਬੁੱਢਾ ਥੇਹ ਵੱਲੋਂ ਮੋਟਰ ਟਿਊਬਵੈੱਲ ਕੁਨੈਕਸ਼ਨ ਖਾਤਾ ਨੰ: ਏ.ਪੀ. 110839 ਨੂੰ ਆਪਣੇ ਨਾਮ ਤਬਦੀਲ ਕਰਵਾਉਣਾ ਹੈ। (1136, 1977, 1506, 2028)
name-change-entry: ਮੈਂ Dharmvir ਪੁੱਤਰ ਲੋਟ ਸ੍ਰੀ ਵਾਸੀ ਗਲੀ ਨੰਬਰ 4 ਮਮਤਾ ਬਸਤੀ ਬਠਿੰਡਾ ਨੇ ਆਪਣਾ ਨਾਮ ਬਦਲ ਕੇ Dharmvir ਰੱਖ ਲਿਆ ਹੈ। (192, 1046, 367, 1115)
eviction-entry: ਮੈਂ ਕੁਲਦੀਪ ਸਿੰਘ ਪੁੱਤਰ ਸਰੂਪ ਸਿੰਘ ਵਾਸੀ ਪਿੰਡ ਅਕਾਲੀ ਮਾਜਰਾ ਜ਼ਿਲ੍ਹਾ ਸ੍ਰੀ ਫਤਿਹਗੜ੍ਹ ਸਾਹਿਬ ਦਾ ਹਾਂ ਕਿ ਮੇਰਾ ਲੜਕਾ ਅਤੇ ਨੂੰਹ ਮੇਰੇ ਕਹਿਣੇ ਤੋਂ ਬਾਹਰ ਹਨ। ਮੈਂ ਇਹਨਾਂ ਨੂੰ ਆਪਣੀ ਚੱਲ ਅਚੱਲ ਜਾਇਦਾਦ ਤੋਂ ਬੇਦਖਲ ਕਰਦਾ ਹਾਂ। ਲੈਣ ਦੇਣ ਕਰਨ ਸਬੰਧੀ ਮੇਰੀ ਕੋਈ ਵੀ ਜਿੰਮੇਵਾਰੀ ਨਹੀਂ ਹੋਵੇਗੀ। (378, 538, 742, 608)
motor-connection-entry: ਮੈਂ ਦਲਜੀਤ ਸਿੰਘ ਪੁੱਤਰ ਸ: ਬਲਵਿੰਦਰ ਸਿੰਘ ਵਾਸੀ ਪਿੰਡ ਸਤਰ ਤਹਿ. ਤੇ ਜ਼ਿਲ੍ਹਾ ਤਰਨ ਤਾਰਨ ਸੂਚਿਤ ਕਰਦਾ ਹਾਂ ਕਿ ਟਿਊਬਵੈੱਲ ਕੁਨੈਕਸ਼ਨ ਖਾਤਾ ਨੰ: ਏ.ਪੀ.16-1313 ਜੋ ਕਿ ਮੇਰੇ ਦਾਦਾ ਜੀ ਦੇ ਨਾਮ ਤੇ ਹੈ, ਨੂੰ ਮੇਰੇ ਨਾਮ ਤਬਦੀਲ ਕਰਵਾਉਣਾ ਹੈ। (1136, 1781, 1506, 1832)
eviction-entry: ਅਸੀਂ ਰਵਿੰਦਰ ਸਿੰਘ ਪੁੱਤਰ ਮੰਨੂ ਸਿੰਘ ਵਾ ਰਾਣੀ ਪਤਨੀ ਰਵਿੰਦਰ ਸਿੰਘ ਵਾਸੀਆਨ ਮਕਾਨ ਨੰਬਰ 1 ਨੇੜੇ ਸਰਪੰਚ ਗੁਰਦਵਾਰਾ ਸਾਹਿਬ ਲੁਧਿਆਣਾ ਦੇ ਹਾਂ ਕਿ ਸਾਡਾ ਲੜਕਾ ਅਤੇ ਇਸ ਦੀ ਪਤਨੀ ਸਾਡੇ ਕਹਿਣੇ ਤੋਂ ਬਾਹਰ ਹਨ। ਇਹਨਾਂ ਨਾਲ ਲੈਣ ਦੇਣ ਕਰਨ ਵਾਲਾ ਖੁਦ ਜਿੰਮੇਵਾਰ ਹੋਵੇਗਾ। 7171 (378, 461, 742, 530)
school-headline: ਸ਼ਹੀਦ ਗੁਰਿੰਦਰ ਸਿੰਘ ਸਰਕਾਰੀ ਸੀਨੀਅਰ ਸੈਕੰਡਰੀ ਸਮਾਰਟ ਸਕੂਲ, ਬੱਸੀਆਂ ਵਿਖੇ ਸਾਇੰਸ ਲੈਬਜ਼ ਦੀ ਨੀਂਹ ਰੱਖੀ (1142, 1026, 1499, 1103)
name-change-entry: ਮੈਂ Rajiv Aggarwal ਪੁੱਤਰ ਸ੍ਰੀ ਮਕਾਨ ਨੰ. 13-ਜੀ ਅਰਬਨ ਅਸਟੇਟ, ਲੁਧਿਆਣਾ ਨੇ ਆਪਣਾ ਨਾਮ ਬਦਲ ਕੇ Rajeev Agarwal ਰੱਖ ਲਿਆ ਹੈ। (6, 1296, 181, 1365)
name-change-entry: I, Madhvi Kapoor W/O Ranjeev Arora R/O H.No 447-A BLOCK E BRS NAGAR KAJGURU NAGAR, LUDHIANA, 141003, changed my name as Madhvi Arora. (192, 1423, 367, 1546)
bank-ifsc-text: ਆਈ. ਐਫ. ਐਸ. ਕੋਡ ਨੰ: Yesb0000601 ਹੈ। (6, 138, 264, 154)
small-public-notice-text: General public is hereby informed that the property documents have been misplaced. Anyone finding them may contact the undersigned. (760, 2162, 927, 2241)
public-notice-list (753, 1061, 1124, 1471)
advert-disclaimer-box (753, 1482, 1124, 1710)
name-change-entry: ਮੈਂ Sital Jain ਪੁੱਤਰ ਅਮਰ ਨਾਥ ਜੈਨ ਵਾਸੀ ਮਕਾਨ ਨੰ: 06, ਸਟਰੀਟ ਨੰ: 9 ਲੁਧਿਆਣਾ ਨੇ ਆਪਣਾ ਨਾਮ ਬਦਲ ਕੇ Sheetal kumar ਰੱਖ ਲਿਆ ਹੈ। (6, 214, 181, 284)
name-change-list-right (192, 213, 367, 2341)
eviction-entry: ਮੈਂ ਕੁਲਵੰਤ ਕੌਰ ਪਤਨੀ ਲੇਟ ਸੁਖਦੇਵ ਸਿੰਘ ਵਾਸੀ ਪਿੰਡ ਮਾਲੇਰਕੋਟਲਾ ਦੀ ਹਾਂ ਕਿ ਮੇਰਾ ਲੜਕਾ ਮੇਰੇ ਕਹਿਣੇ ਤੋਂ ਬਾਹਰ ਹੈ। (378, 1075, 742, 1108)
name-change-entry: ਮੈਂ ਸੰਦੀਪ ਸਿੰਘ ਮਕਾਨ ਨੰਬਰ ਪੁੱਤਰ ਬੂਟਾ ਸਿੰਘ ਵਾਸੀ ਲੁਧਿਆਣਾ ਨੇ ਆਪਣਾ ਨਾਮ ਸੰਦੀਪ ਸਿੰਘ ਰੱਖ ਲਿਆ ਹੈ। (6, 446, 181, 497)
public-notice-entry: ਮੈਂ ਜਸਵੀਰ ਸਿੰਘ ਪੁੱਤਰ ਸੁਖਦੇਵ ਸਿੰਘ ਵਾਸੀ ਬਠਿੰਡਾ ਦਾ ਹਾਂ ਕਿ ਮੇਰਾ ਅਸਲੀ ਸਰਟੀਫਿਕੇਟ ਗੁੰਮ ਹੋ ਗਿਆ ਹੈ। ਜੇ ਕਿਸੇ ਨੂੰ ਮਿਲੇ ਤਾਂ ਮੇਰੇ ਨਾਲ ਸੰਪਰਕ ਕਰੇ। (753, 1140, 1124, 1173)
issue-date: ਸੋਮਵਾਰ, 5 ਮਈ 2025 (68, 16, 230, 35)
company-notice-signoff: For Powersol Metalcraft Limited Sd/ Director (775, 2120, 913, 2145)
eviction-entry: ਮੈਂ ਨਾਜਰ ਸਿੰਘ ਪੁੱਤਰ ਹਰਚੰਦ ਸਿੰਘ ਵਾਸੀ ਪਿੰਡ ਲਾਂਗੜੀਆਂ ਜ਼ਿਲ੍ਹਾ ਮਾਲੇਰਕੋਟਲਾ ਦਾ ਹਾਂ ਕਿ ਮੇਰਾ ਲੜਕਾ ਮੇਰੇ ਕਹਿਣੇ ਤੋਂ ਬਾਹਰ ਹੈ। (378, 975, 742, 1008)
name-change-entry: ਮੈਂ Snehlata ਪਤਨੀ ਕੁਲਦੀਪ ਭਟਵਾ ਵਾਸੀ ਮਕਾਨ ਨੰ. 87, ਸੈਕਟਰ 19-ਏ, ਚੰਡੀਗੜ੍ਹ ਨੇ ਆਪਣਾ ਨਾਮ ਬਦਲ ਕੇ Sneh Lata Bhatwa ਰੱਖ ਲਿਆ ਹੈ। (6, 1527, 181, 1615)
name-change-entry: ਮੈਂ ਸੁਖਵੰਤ ਸਿੰਘ ਪੁੱਤਰ ਜਗਜੀਤ ਸਿੰਘ ਵਾਸੀ ਪਿੰਡ ਗਿੱਦੜਵਿੰਡੀ ਨੇ ਆਪਣਾ ਨਾਮ ਬਦਲ ਕੇ ਸੁਖਵੰਤ ਸਿੰਘ ਰੱਖ ਲਿਆ ਹੈ। (6, 987, 181, 1056)
bank-account-text: ਅਦਾਰਾ ਪਹਿਰੇਦਾਰ ਦਾ ਬੈਂਕ ਖਾਤਾ Yes Bank Ltd 'ਚ ਪਹਿਰੇਦਾਰ ਦੇ ਨਾਮ ਤੇ ਹੈ। ਜਿਸਦਾ ਖਾਤਾ ਨੰ: 060126900000220 ਹੈ। (6, 97, 369, 131)
name-change-bottom-entry: changed my name to Devi Satya. (566, 1865, 742, 1898)
public-notice-title: ਆਮ ਸੂਚਨਾ (753, 1025, 1124, 1055)
name-change-list-left (6, 213, 181, 2341)
school-body-text: ਰਾਏਕੋਟ 4 ਮਈ (ਗੁਰਦਰਸ਼ਨ ਸਿੰਘ ਪ੍ਰਿੰਸ) ਇਲਾਕੇ ਦੀ ਨਾਮਵਰ ਸੰਸਥਾ ਸ਼ਹੀਦ ਗੁਰਿੰਦਰ ਸਿੰਘ ਸਰਕਾਰੀ ਸੀਨੀਅਰ ਸੈਕੰਡਰੀ ਸਮਾਰਟ ਸਕੂਲ, ਬੱਸੀਆਂ ਵਿਖੇ ਸਾਇੰਸ ਲੈਬਜ਼ ਦੀ ਨੀਂਹ ਪੱਥਰ ਹਲਕਾ ਵਿਧਾਇਕ ਹਾਕਮ ਸਿੰਘ ਠੇਕੇਦਾਰ ਵੱਲੋਂ ਰੱਖਿਆ ਗਿਆ। ਇਸ ਮੌਕੇ ਉਹਨਾਂ ਕਿਹਾ ਕਿ ਪੰਜਾਬ ਸਰਕਾਰ ਵੱਲੋਂ ਸਿੱਖਿਆ ਕ੍ਰਾਂਤੀ ਤਹਿਤ ਸਕੂਲਾਂ ਦੀ ਨੁਹਾਰ ਬਦਲੀ ਜਾ ਰਹੀ ਹੈ। ਇਸ ਮੌਕੇ ਪ੍ਰਿੰਸੀਪਲ, ਸਟਾਫ਼ ਮੈਂਬਰ, ਪਿੰਡ ਦੇ ਪੰਚ ਸਰਪੰਚ ਅਤੇ ਪਤਵੰਤੇ ਸੱਜਣ ਹਾਜ਼ਰ ਸਨ। ਬੱਚਿਆਂ ਨੂੰ ਵਧੀਆ ਸਿੱਖਿਆ ਦੇਣਾ ਸਰਕਾਰ ਦੀ ਪਹਿਲ ਹੈ ਅਤੇ ਆਉਣ ਵਾਲੇ ਸਮੇਂ ਵਿੱਚ ਹੋਰ ਵੀ ਵਿਕਾਸ ਕਾਰਜ ਕਰਵਾਏ ਜਾਣਗੇ। (1136, 1306, 1506, 1448)
company-public-notice (753, 1718, 934, 2145)
main-story-col1b (753, 788, 950, 1009)
main-body-3: ਬਲਾਸਟਿਕ ਲਿਮਟਿਡ ਦੀ ਗੱਲ ਕਰੀ ਜਾ ਰਹੀ ਵਿਭਾਗਾਂ ਵਿੱਚ ਕੰਮ ਕਰ ਰਹੇ ਕੱਚੇ ਮੁਲਾਜ਼ਮਾਂ ਨੂੰ ਪੱਕਾ ਤਾਂ ਕੀ ਕਰਨਾ ਸੀ ਸਗੋਂ ਸਰਕਾਰੀ ਵਿਭਾਗਾਂ ਦਾ ਨਿੱਜੀਕਰਨ ਕਰਨ ਨੂੰ ਤੁਰੀ ਹੋਈ ਹੈ। ਯੂਨੀਅਨ ਵੱਲੋਂ ਫੈਸਲਾ ਕੀਤਾ ਗਿਆ ਕਿ 21 ਮਈ ਤੋਂ ਮੁੱਖ ਮੰਤਰੀ ਪੰਜਾਬ ਦੀ ਰਿਹਾਇਸ਼ ਤੇ ਪੱਕਾ ਧਰਨਾ ਲਗਾਇਆ ਜਾਵੇਗਾ ਅਤੇ ਚੱਕਾ ਜ਼ਾਮ ਕੀਤਾ ਜਾਵੇਗਾ। ਇਸ ਮੌਕੇ ਹਰਜਿੰਦਰ ਸਿੰਘ, ਜਸਵਿੰਦਰ ਸਿੰਘ, ਰਮਨਦੀਪ ਸਿੰਘ, ਜਗਤਾਰ ਸਿੰਘ, ਗੁਰਪ੍ਰੀਤ ਸਿੰਘ, ਸੁਖਵਿੰਦਰ ਸਿੰਘ ਅਤੇ ਹੋਰ ਆਗੂ ਹਾਜ਼ਰ ਸਨ। (1324, 230, 1506, 463)
eviction-entry: ਮੈਂ ਦਰਸ਼ਨ ਪਾਲ ਪੁੱਤਰ ਵਿਸਾਖਾ ਰਾਮ ਵਾਸੀ ਪਿੰਡ ਨਿਜਾਮਪੁਰ ਤਹਿ: ਅਮਰਗੜ੍ਹ ਜ਼ਿਲ੍ਹਾ ਮਾਲੇਰਕੋਟਲਾ ਦਾ ਹਾਂ ਕਿ ਮੇਰਾ ਲੜਕਾ ਮੇਰੇ ਕਹਿਣੇ ਤੋਂ ਬਾਹਰ ਹੈ। (378, 893, 742, 926)
eviction-section (378, 60, 742, 90)
name-change-entry: ਮੈਂ ਜਸਪ੍ਰੀਤ ਸਿੰਘ ਵਾਸੀ 10-ਬੀ, ਮਾਡਲ ਟਾਊਨ ਐਕਸਟੈਂਸ਼ਨ, ਲੁਧਿਆਣਾ ਨੇ ਆਪਣਾ ਨਾਮ ਬਦਲ ਕੇ ਅਲਮਪ੍ਰੀਤ ਕੌਰ ਮੱਲ੍ਹੀ ਰੱਖ ਲਿਆ ਹੈ। (192, 814, 367, 884)
name-change-entry: ਮੈਂ Gurmit Kaur ਪਤਨੀ ਕੁਲਦੀਪ ਸਿੰਘ ਵਾਸੀ ਲੁਧਿਆਣਾ ਨੇ ਆਪਣਾ ਨਾਮ ਬਦਲ ਕੇ Gurmeet Kaur ਰੱਖ ਲਿਆ ਹੈ। (6, 1373, 181, 1442)
main-subhead: ਮੁੱਖ ਮੰਤਰੀ ਦੇ ਹੁਕਮਾਂ ਨੂੰ ਲਾਗੂ ਕਰਵਾਉਣ ਲਈ 21 ਮਈ ਤੋਂ ਮੁੱਖ ਮੰਤਰੀ ਦੀ ਰਹਾਇਸ਼ ਤੇ ਦਿੱਤਾ ਜਾਵੇਗਾ ਧਰਨਾ - ਆਗੂ (753, 210, 1375, 228)
name-change-entry: ਮੈਂ ਪ੍ਰਭਜੋਤ ਸਿੰਘ ਪੁੱਤਰ ਜਸਵਿੰਦਰ ਸਿੰਘ ਵਾਸੀ ਪਿੰਡ ਤੇ ਡਾਕਖਾਨਾ ਨੇ ਆਪਣਾ ਨਾਮ ਬਦਲ ਕੇ ਪ੍ਰਭਜੋਤ ਸਿੰਘ ਰੱਖ ਲਿਆ ਹੈ। 7171 (6, 369, 181, 438)
eviction-entry: ਮੈਂ ਰਜਿੰਦਰ ਸਿੰਘ ਪੁੱਤਰ ਜੀਤ ਰਾਮ ਵਾਸੀ ਮਕਾਨ ਨੰਬਰ 1223, ਗਲੀ ਨੰਬਰ 2, ਆਜ਼ਾਦ ਨਗਰ, ਧੂਰੀ ਲਾਈਨ, ਲੁਧਿਆਣਾ ਜ਼ਿਲ੍ਹਾ ਲੁਧਿਆਣਾ ਦਾ ਹਾਂ ਕਿ ਮੇਰਾ ਲੜਕਾ ਮੇਰੇ ਕਹਿਣੇ ਤੋਂ ਬਾਹਰ ਹੈ। (378, 1198, 742, 1249)
brand-logo: ਹੱਕ ਸੱਚ ਦਾ ਪਹਿਰੇਦਾਰ (1236, 6, 1501, 43)
eviction-title: ਬੇਦਖਲੀ... (378, 60, 742, 90)
